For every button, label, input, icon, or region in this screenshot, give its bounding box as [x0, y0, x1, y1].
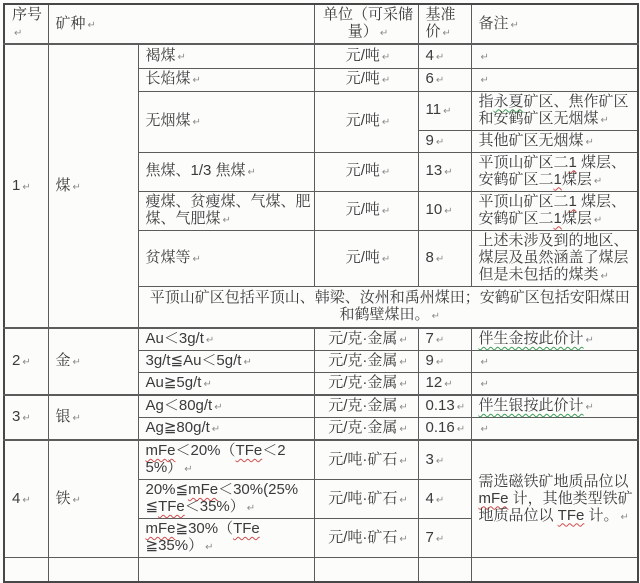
paragraph-mark: ↵: [442, 28, 451, 39]
paragraph-mark: ↵: [480, 75, 489, 86]
paragraph-mark: ↵: [381, 117, 391, 128]
paragraph-mark: ↵: [72, 494, 81, 506]
subtype-cell: 贫煤等 ↵: [138, 230, 314, 286]
paragraph-mark: ↵: [184, 464, 193, 475]
coal-seq-cell: 1 ↵: [4, 44, 48, 328]
unit-cell: 元/克·金属 ↵: [314, 328, 418, 351]
paragraph-mark: ↵: [435, 136, 445, 148]
paragraph-mark: ↵: [593, 175, 603, 187]
unit-cell: 元/克·金属 ↵: [314, 373, 418, 396]
paragraph-mark: ↵: [600, 114, 609, 126]
paragraph-mark: ↵: [444, 206, 453, 217]
silver-name-cell: 银 ↵: [48, 395, 138, 440]
paragraph-mark: ↵: [214, 402, 223, 413]
header-seq: 序号↵: [4, 4, 48, 44]
price-cell: 11 ↵: [418, 91, 471, 130]
paragraph-mark: ↵: [381, 167, 391, 178]
paragraph-mark: ↵: [203, 379, 212, 390]
header-mineral: 矿种 ↵: [48, 4, 314, 44]
paragraph-mark: ↵: [87, 19, 96, 31]
remark-cell: 上述未涉及到的地区、煤层及虽然涵盖了煤层但是未包括的煤类 ↵: [471, 230, 638, 286]
header-remark: 备注 ↵: [471, 4, 638, 44]
subtype-cell: [138, 558, 314, 582]
subtype-cell: Au≧5g/t ↵: [138, 373, 314, 396]
paragraph-mark: ↵: [480, 357, 489, 368]
unit-cell: 元/吨 ↵: [314, 230, 418, 286]
paragraph-mark: ↵: [431, 310, 440, 322]
subtype-cell: mFe≧30%（TFe≧35%） ↵: [138, 519, 314, 558]
paragraph-mark: ↵: [435, 455, 445, 467]
header-row: [4, 4, 638, 44]
header-unit: 单位（可采储量） ↵: [314, 4, 418, 44]
remark-cell: 指永夏矿区、焦作矿区和安鹤矿区无烟煤 ↵: [471, 91, 638, 130]
remark-cell: 伴生金按此价计 ↵: [471, 328, 638, 351]
paragraph-mark: ↵: [585, 136, 594, 148]
subtype-cell: 焦煤、1/3 焦煤 ↵: [138, 152, 314, 191]
paragraph-mark: ↵: [381, 253, 391, 265]
paragraph-mark: ↵: [399, 494, 408, 506]
price-cell: 7 ↵: [418, 519, 471, 558]
partial-row: [4, 558, 638, 582]
paragraph-mark: ↵: [435, 494, 445, 506]
remark-cell: 平顶山矿区二1 煤层、安鹤矿区二1煤层 ↵: [471, 152, 638, 191]
paragraph-mark: ↵: [456, 402, 466, 413]
paragraph-mark: ↵: [435, 253, 445, 265]
header-base-price: 基准价 ↵: [418, 4, 471, 44]
unit-cell: 元/吨 ↵: [314, 191, 418, 230]
unit-cell: 元/吨 ↵: [314, 68, 418, 91]
paragraph-mark: ↵: [456, 424, 466, 435]
table-row: [4, 440, 638, 480]
table-row: [4, 328, 638, 351]
unit-cell: 元/吨·矿石 ↵: [314, 480, 418, 519]
iron-seq-cell: 4 ↵: [4, 440, 48, 558]
paragraph-mark: ↵: [444, 167, 453, 178]
paragraph-mark: ↵: [72, 413, 81, 424]
remark-cell: [471, 418, 638, 441]
price-cell: 0.13 ↵: [418, 395, 471, 418]
paragraph-mark: ↵: [399, 357, 408, 368]
silver-seq-cell: 3 ↵: [4, 395, 48, 440]
unit-cell: 元/吨 ↵: [314, 44, 418, 68]
table-row: [4, 44, 638, 68]
paragraph-mark: ↵: [211, 424, 221, 435]
gold-name-cell: 金 ↵: [48, 328, 138, 395]
subtype-cell: 3g/t≦Au＜5g/t ↵: [138, 351, 314, 373]
paragraph-mark: ↵: [593, 214, 603, 226]
remark-cell: [471, 558, 638, 582]
remark-cell: [471, 373, 638, 396]
price-cell: 12 ↵: [418, 373, 471, 396]
paragraph-mark: ↵: [192, 75, 201, 86]
unit-cell: 元/吨·矿石 ↵: [314, 440, 418, 480]
paragraph-mark: ↵: [585, 402, 594, 413]
paragraph-mark: ↵: [22, 494, 31, 506]
unit-cell: 元/吨·矿石 ↵: [314, 519, 418, 558]
paragraph-mark: ↵: [620, 511, 629, 523]
paragraph-mark: ↵: [381, 51, 391, 63]
paragraph-mark: ↵: [444, 379, 453, 390]
paragraph-mark: ↵: [205, 335, 215, 346]
paragraph-mark: ↵: [399, 424, 408, 435]
subtype-cell: 瘦煤、贫瘦煤、气煤、肥煤、气肥煤 ↵: [138, 191, 314, 230]
paragraph-mark: ↵: [247, 167, 256, 178]
iron-remark-cell: 需选磁铁矿地质品位以mFe 计，其他类型铁矿地质品位以 TFe 计。 ↵: [471, 440, 638, 558]
paragraph-mark: ↵: [22, 181, 31, 193]
price-cell: 10 ↵: [418, 191, 471, 230]
paragraph-mark: ↵: [22, 413, 31, 424]
paragraph-mark: ↵: [480, 51, 489, 63]
paragraph-mark: ↵: [177, 51, 186, 63]
paragraph-mark: ↵: [435, 335, 445, 346]
paragraph-mark: ↵: [14, 28, 23, 39]
paragraph-mark: ↵: [435, 533, 445, 545]
paragraph-mark: ↵: [435, 51, 445, 63]
price-cell: 3 ↵: [418, 440, 471, 480]
subtype-cell: Ag≧80g/t ↵: [138, 418, 314, 441]
unit-cell: 元/克·金属 ↵: [314, 395, 418, 418]
paragraph-mark: ↵: [399, 379, 408, 390]
paragraph-mark: ↵: [399, 455, 408, 467]
price-cell: 4 ↵: [418, 480, 471, 519]
unit-cell: 元/吨 ↵: [314, 152, 418, 191]
paragraph-mark: ↵: [72, 357, 81, 368]
unit-cell: 元/克·金属 ↵: [314, 418, 418, 441]
remark-cell: 其他矿区无烟煤 ↵: [471, 130, 638, 152]
subtype-cell: 无烟煤 ↵: [138, 91, 314, 152]
table-row: [4, 395, 638, 418]
paragraph-mark: ↵: [222, 214, 231, 226]
subtype-cell: 20%≦mFe＜30%(25%≦TFe＜35%） ↵: [138, 480, 314, 519]
coal-footnote-cell: 平顶山矿区包括平顶山、韩梁、汝州和禹州煤田；安鹤矿区包括安阳煤田和鹤壁煤田。 ↵: [138, 286, 638, 328]
subtype-cell: mFe＜20%（TFe＜25%） ↵: [138, 440, 314, 480]
gold-seq-cell: 2 ↵: [4, 328, 48, 395]
paragraph-mark: ↵: [381, 75, 391, 86]
mineral-cell: [48, 558, 138, 582]
paragraph-mark: ↵: [72, 181, 81, 193]
unit-cell: 元/吨 ↵: [314, 91, 418, 152]
subtype-cell: 长焰煤 ↵: [138, 68, 314, 91]
paragraph-mark: ↵: [192, 253, 201, 265]
remark-cell: [471, 68, 638, 91]
price-cell: 4 ↵: [418, 44, 471, 68]
paragraph-mark: ↵: [399, 533, 408, 545]
price-cell: 8 ↵: [418, 230, 471, 286]
remark-cell: [471, 44, 638, 68]
price-cell: [418, 558, 471, 582]
subtype-cell: Ag＜80g/t ↵: [138, 395, 314, 418]
paragraph-mark: ↵: [435, 75, 445, 86]
subtype-cell: 褐煤 ↵: [138, 44, 314, 68]
paragraph-mark: ↵: [381, 206, 391, 217]
subtype-cell: Au＜3g/t ↵: [138, 328, 314, 351]
price-cell: 6 ↵: [418, 68, 471, 91]
paragraph-mark: ↵: [480, 379, 489, 390]
paragraph-mark: ↵: [510, 19, 519, 31]
unit-cell: 元/克·金属 ↵: [314, 351, 418, 373]
price-cell: 13 ↵: [418, 152, 471, 191]
paragraph-mark: ↵: [22, 357, 31, 368]
paragraph-mark: ↵: [585, 335, 594, 346]
mineral-base-price-table: [3, 3, 639, 583]
remark-cell: 平顶山矿区二1 煤层、安鹤矿区二1煤层 ↵: [471, 191, 638, 230]
price-cell: 9 ↵: [418, 351, 471, 373]
paragraph-mark: ↵: [443, 106, 452, 117]
remark-cell: [471, 351, 638, 373]
unit-cell: [314, 558, 418, 582]
iron-name-cell: 铁 ↵: [48, 440, 138, 558]
paragraph-mark: ↵: [243, 357, 252, 368]
price-cell: 7 ↵: [418, 328, 471, 351]
paragraph-mark: ↵: [399, 335, 408, 346]
paragraph-mark: ↵: [399, 402, 408, 413]
paragraph-mark: ↵: [480, 424, 489, 435]
price-cell: 0.16 ↵: [418, 418, 471, 441]
paragraph-mark: ↵: [246, 503, 256, 514]
paragraph-mark: ↵: [435, 357, 445, 368]
remark-cell: 伴生银按此价计 ↵: [471, 395, 638, 418]
seq-cell: [4, 558, 48, 582]
paragraph-mark: ↵: [600, 270, 609, 282]
paragraph-mark: ↵: [379, 28, 389, 39]
paragraph-mark: ↵: [205, 542, 214, 553]
price-cell: 9 ↵: [418, 130, 471, 152]
paragraph-mark: ↵: [192, 117, 201, 128]
coal-name-cell: 煤 ↵: [48, 44, 138, 328]
